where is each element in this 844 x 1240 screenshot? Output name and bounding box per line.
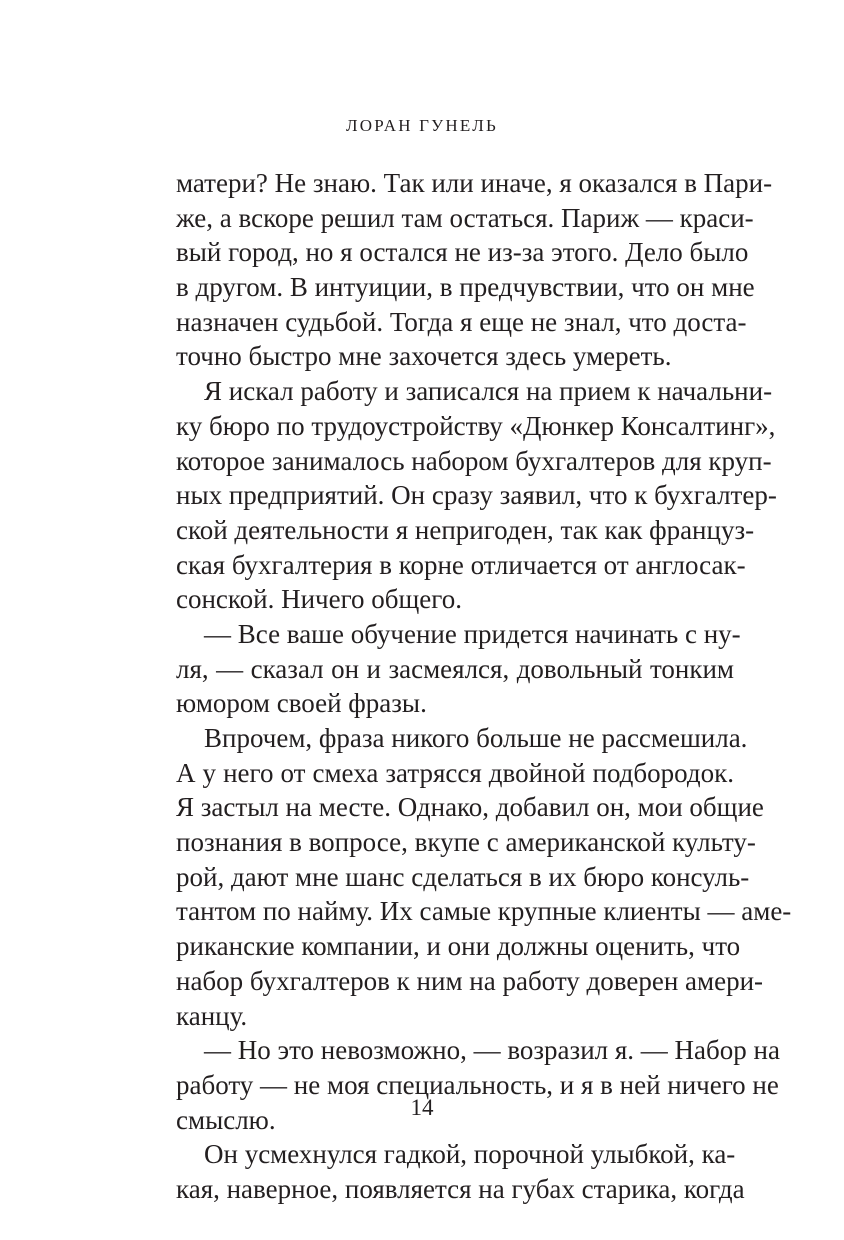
text-line: ская бухгалтерия в корне отличается от англосак- (176, 549, 746, 580)
text-line: назначен судьбой. Тогда я еще не знал, что доста- (176, 306, 747, 337)
line-text: Я искал работу и записался на прием к начальни- (204, 376, 773, 407)
text-line: тантом по найму. Их самые крупные клиенты — аме- (176, 896, 792, 927)
text-line: же, а вскоре решил там остаться. Париж — краси- (176, 202, 754, 233)
text-line: которое занималось набором бухгалтеров для круп- (176, 445, 772, 476)
body-text (176, 166, 792, 1207)
text-line: рой, дают мне шанс сделаться в их бюро консуль- (176, 861, 750, 892)
text-line: вый город, но я остался не из-за этого. Дело было (176, 237, 749, 268)
text-line: ской деятельности я непригоден, так как француз- (176, 514, 755, 545)
line-text: — Но это невозможно, — возразил я. — Набор на (204, 1035, 780, 1066)
text-line: Я застыл на месте. Однако, добавил он, мои общие (176, 792, 764, 823)
text-line: ных предприятий. Он сразу заявил, что к бухгалтер- (176, 480, 777, 511)
text-line: юмором своей фразы. (176, 688, 427, 719)
text-line: риканские компании, и они должны оценить, что (176, 931, 741, 962)
text-line: канцу. (176, 1000, 248, 1031)
text-line: кая, наверное, появляется на губах старика, когда (176, 1173, 745, 1204)
running-head: ЛОРАН ГУНЕЛЬ (346, 116, 498, 135)
text-line: А у него от смеха затрясся двойной подбородок. (176, 757, 734, 788)
line-text: — Все ваше обучение придется начинать с ну- (204, 618, 741, 649)
text-line (176, 1137, 734, 1172)
text-line (176, 721, 748, 756)
line-text: Впрочем, фраза никого больше не рассмешила. (204, 723, 748, 753)
text-line: точно быстро мне захочется здесь умереть. (176, 341, 672, 372)
text-line (176, 617, 741, 652)
text-line: работу — не моя специальность, и я в ней ничего не (176, 1069, 779, 1100)
text-line: сонской. Ничего общего. (176, 584, 462, 615)
text-line: познания в вопросе, вкупе с американской культу- (176, 827, 756, 858)
text-line: набор бухгалтеров к ним на работу доверен амери- (176, 965, 764, 996)
text-line: ку бюро по трудоустройству «Дюнкер Консалтинг», (176, 410, 776, 441)
line-text: Он усмехнулся гадкой, порочной улыбкой, ка- (204, 1139, 736, 1170)
text-line: ля, — сказал он и засмеялся, довольный тонким (176, 653, 734, 684)
text-line (176, 1033, 780, 1068)
text-line: смыслю. (176, 1104, 276, 1135)
text-line: в другом. В интуиции, в предчувствии, что он мне (176, 272, 755, 303)
text-line (176, 374, 773, 409)
text-line: матери? Не знаю. Так или иначе, я оказался в Пари- (176, 168, 773, 198)
page-number: 14 (410, 1095, 434, 1120)
